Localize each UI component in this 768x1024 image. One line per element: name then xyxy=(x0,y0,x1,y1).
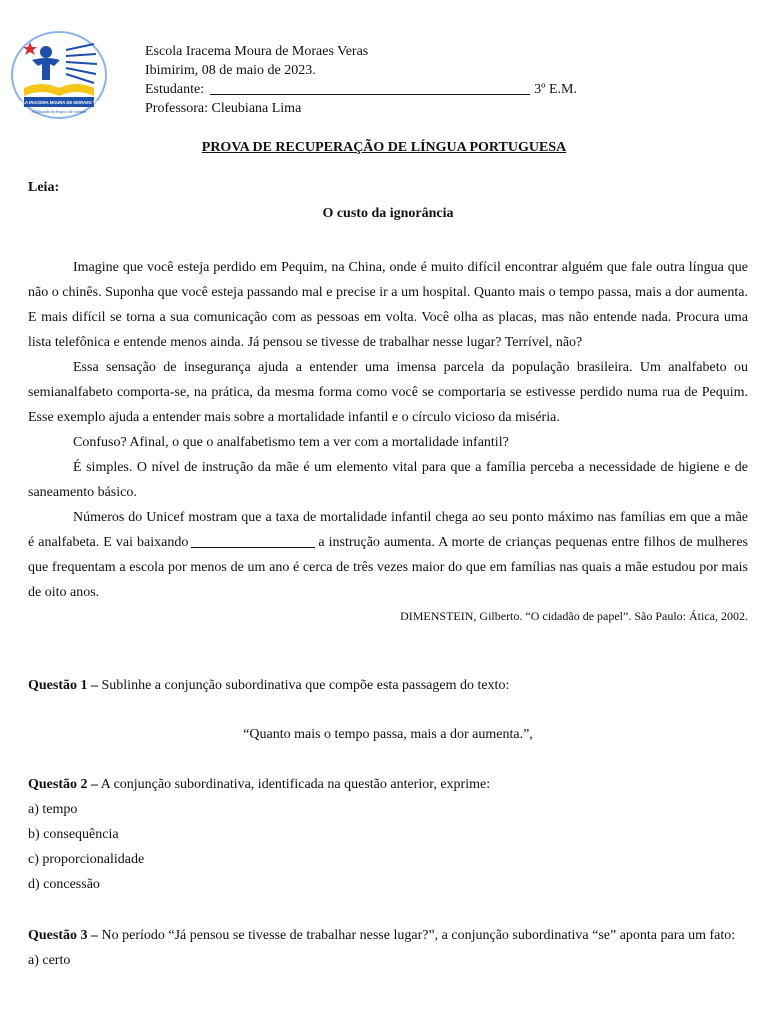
question-2 xyxy=(28,772,748,897)
logo-motto: A Educação de braços e de coração xyxy=(31,110,87,114)
header-info xyxy=(145,42,577,118)
question-text: No período “Já pensou se tivesse de trabalhar nesse lugar?”, a conjunção subordinativa “se” aponta para um fato: xyxy=(101,928,736,943)
school-logo xyxy=(10,30,108,120)
reading-text xyxy=(28,255,748,625)
paragraph: Essa sensação de insegurança ajuda a entender uma imensa parcela da população brasileira. Um analfabeto ou semianalfabeto comporta-se, na prática, da mesma forma como você se comportaria se estivesse perdido numa rua de Pequim. Esse exemplo ajuda a entender mais sobre a mortalidade infantil e o círculo vicioso da miséria. xyxy=(28,360,748,425)
school-name: Escola Iracema Moura de Moraes Veras xyxy=(145,44,369,59)
question-1 xyxy=(28,673,748,747)
option-a[interactable]: a) certo xyxy=(28,953,71,968)
place-date: Ibimirim, 08 de maio de 2023. xyxy=(145,63,316,78)
option-b[interactable]: b) consequência xyxy=(28,827,119,842)
teacher-name: Professora: Cleubiana Lima xyxy=(145,101,302,116)
question-3 xyxy=(28,923,748,973)
option-c[interactable]: c) proporcionalidade xyxy=(28,852,145,867)
citation: DIMENSTEIN, Gilberto. “O cidadão de papel”. São Paulo: Ática, 2002. xyxy=(400,609,748,623)
question-label: Questão 3 – xyxy=(28,928,98,943)
option-a[interactable]: a) tempo xyxy=(28,802,78,817)
exam-title: PROVA DE RECUPERAÇÃO DE LÍNGUA PORTUGUESA xyxy=(201,140,567,155)
paragraph-part: a instrução aumenta. A morte de crianças pequenas entre filhos de mulheres que frequentam a escola por menos de um ano é cerca de três vezes maior do que em famílias nas quais a mãe estudou por mais de oito anos. xyxy=(28,535,749,600)
text-title: O custo da ignorância xyxy=(322,206,454,221)
student-label: Estudante: xyxy=(145,82,205,97)
question-label: Questão 1 – xyxy=(28,678,98,693)
paragraph: É simples. O nível de instrução da mãe é um elemento vital para que a família perceba a necessidade de higiene e de saneamento básico. xyxy=(28,460,748,500)
read-label: Leia: xyxy=(28,180,60,195)
paragraph: Confuso? Afinal, o que o analfabetismo tem a ver com a mortalidade infantil? xyxy=(73,435,509,450)
question-text: Sublinhe a conjunção subordinativa que compõe esta passagem do texto: xyxy=(101,678,510,693)
fill-in-blank[interactable] xyxy=(191,535,315,548)
question-quote: “Quanto mais o tempo passa, mais a dor aumenta.”, xyxy=(243,727,533,742)
student-name-field[interactable] xyxy=(210,81,530,95)
grade: 3º E.M. xyxy=(534,82,577,97)
paragraph-part: Números do Unicef mostram que a taxa de mortalidade infantil chega ao seu ponto máximo nas famílias em que a mãe é analfabeta. E vai baixando xyxy=(28,510,748,550)
question-label: Questão 2 – xyxy=(28,777,98,792)
student-row xyxy=(145,80,577,99)
option-d[interactable]: d) concessão xyxy=(28,877,100,892)
paragraph: Imagine que você esteja perdido em Pequim, na China, onde é muito difícil encontrar alguém que fale outra língua que não o chinês. Suponha que você esteja passando mal e precise ir a um hospital. Quanto mais o tempo passa, mais a dor aumenta. E mais difícil se torna a sua comunicação com as pessoas em volta. Você olha as placas, mas não entende nada. Procura uma lista telefônica e entende menos ainda. Já pensou se tivesse de trabalhar nesse lugar? Terrível, não? xyxy=(28,260,748,350)
paragraph xyxy=(28,505,748,605)
logo-text: ESCOLA IRACEMA MOURA DE MORAES VERAS xyxy=(10,100,108,105)
question-text: A conjunção subordinativa, identificada na questão anterior, exprime: xyxy=(100,777,491,792)
